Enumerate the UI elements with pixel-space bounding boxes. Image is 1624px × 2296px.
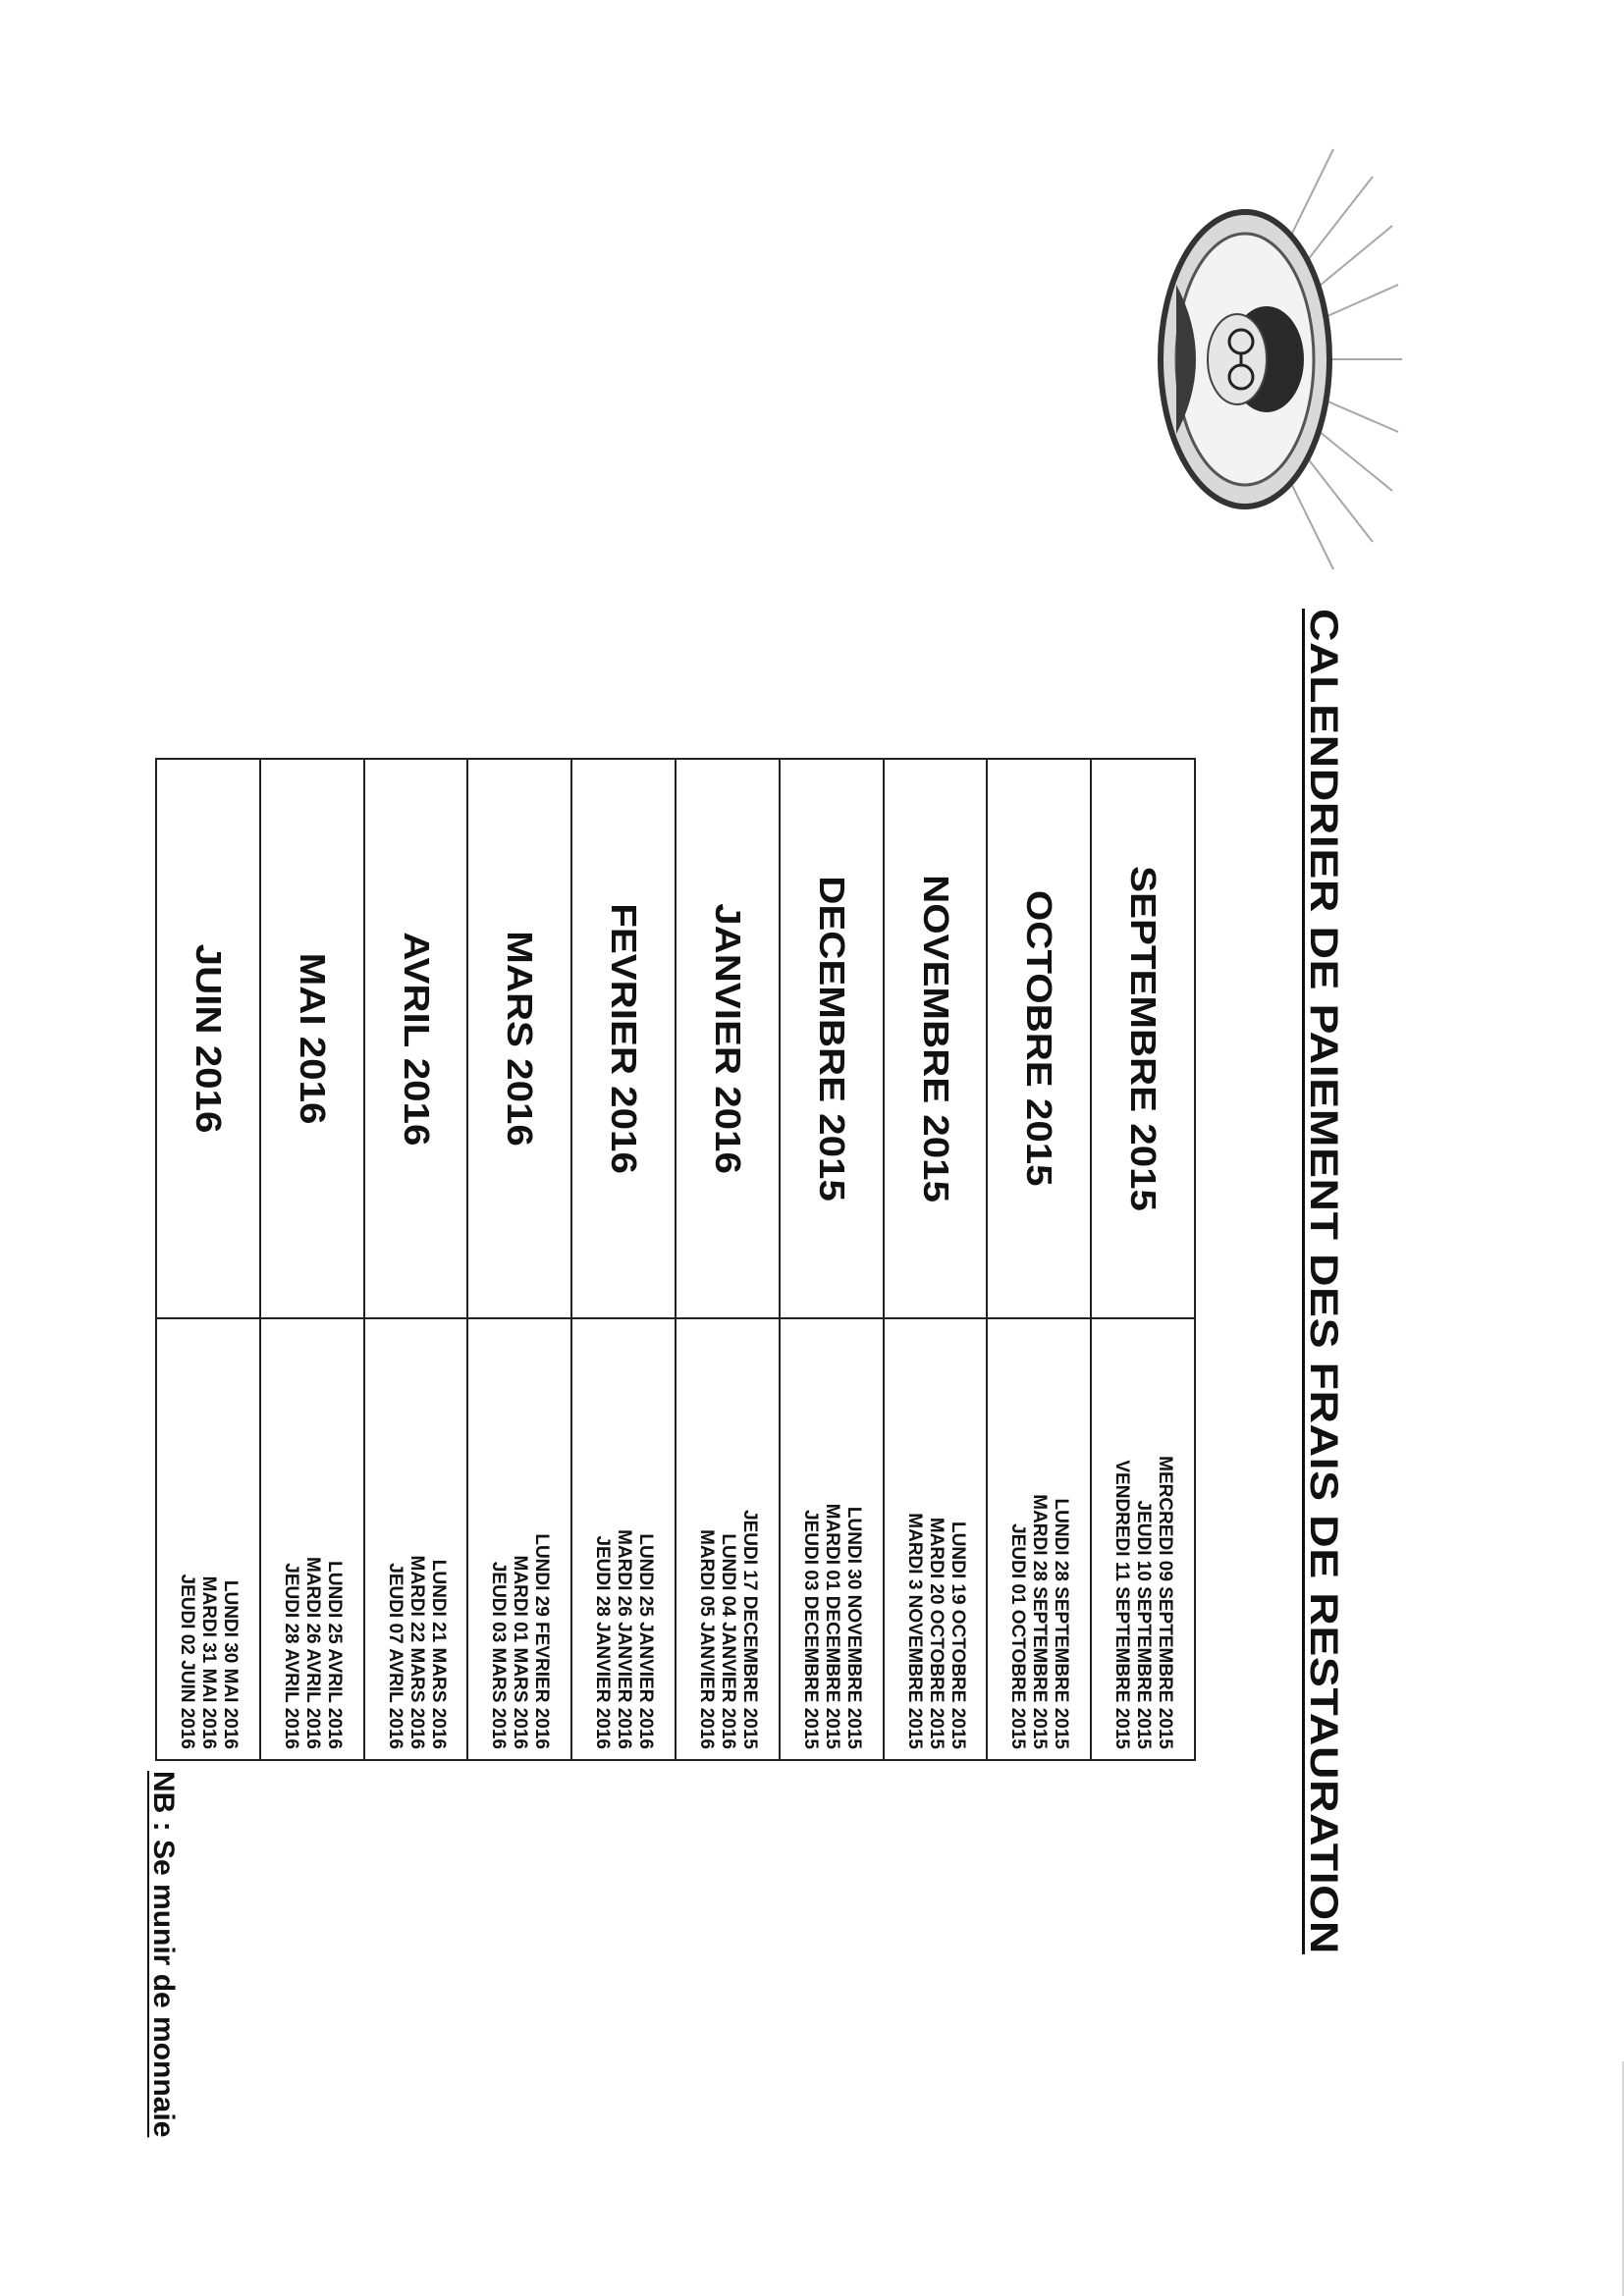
table-row [364, 759, 468, 1760]
seal-with-portrait-icon [1157, 137, 1402, 581]
payment-date: MERCREDI 09 SEPTEMBRE 2015 [1155, 1456, 1176, 1749]
document-title: CALENDRIER DE PAIEMENT DES FRAIS DE RESTAURATION [1302, 609, 1345, 1954]
month-label: SEPTEMBRE 2015 [1123, 866, 1164, 1211]
table-row [260, 759, 364, 1760]
month-label: AVRIL 2016 [396, 931, 437, 1147]
month-cell [1091, 759, 1195, 1318]
month-label: OCTOBRE 2015 [1019, 890, 1060, 1187]
month-label: JUIN 2016 [188, 943, 229, 1134]
table-row [987, 759, 1091, 1760]
payment-date: JEUDI 28 AVRIL 2016 [280, 1563, 301, 1749]
payment-date: JEUDI 01 OCTOBRE 2015 [1007, 1523, 1029, 1749]
month-cell [260, 759, 364, 1318]
payment-date: JEUDI 10 SEPTEMBRE 2015 [1133, 1500, 1155, 1749]
month-label: FEVRIER 2016 [604, 903, 645, 1174]
payment-date: LUNDI 30 NOVEMBRE 2015 [842, 1506, 864, 1749]
dates-cell [260, 1318, 364, 1760]
payment-date: MARDI 22 MARS 2016 [406, 1555, 427, 1749]
payment-date: MARDI 26 JANVIER 2016 [614, 1529, 635, 1749]
payment-date: JEUDI 28 JANVIER 2016 [592, 1535, 614, 1749]
dates-cell [1091, 1318, 1195, 1760]
payment-schedule-table [155, 758, 1196, 1761]
payment-date: JEUDI 07 AVRIL 2016 [384, 1563, 406, 1749]
payment-date: LUNDI 29 FEVRIER 2016 [531, 1533, 553, 1749]
dates-cell [156, 1318, 260, 1760]
month-cell [156, 759, 260, 1318]
dates-cell [467, 1318, 571, 1760]
month-cell [571, 759, 676, 1318]
nb-note: NB : Se munir de monnaie [147, 1771, 180, 2138]
table-row [884, 759, 988, 1760]
payment-date: MARDI 3 NOVEMBRE 2015 [903, 1513, 925, 1749]
month-cell [364, 759, 468, 1318]
dates-cell [364, 1318, 468, 1760]
month-cell [780, 759, 884, 1318]
month-label: DECEMBRE 2015 [811, 876, 852, 1201]
payment-date: MARDI 01 DECEMBRE 2015 [821, 1503, 842, 1749]
payment-date: MARDI 05 JANVIER 2016 [695, 1529, 717, 1749]
payment-date: MARDI 31 MAI 2016 [197, 1575, 219, 1749]
payment-date: LUNDI 25 JANVIER 2016 [635, 1533, 657, 1749]
payment-date: JEUDI 03 MARS 2016 [488, 1561, 510, 1749]
dates-cell [676, 1318, 780, 1760]
payment-date: VENDREDI 11 SEPTEMBRE 2015 [1111, 1460, 1133, 1749]
dates-cell [884, 1318, 988, 1760]
payment-date: LUNDI 04 JANVIER 2016 [717, 1533, 738, 1749]
month-cell [987, 759, 1091, 1318]
month-label: JANVIER 2016 [707, 903, 748, 1174]
payment-date: MARDI 26 AVRIL 2016 [301, 1556, 323, 1749]
payment-date: JEUDI 02 JUIN 2016 [176, 1574, 197, 1749]
month-label: NOVEMBRE 2015 [915, 875, 956, 1202]
dates-cell [987, 1318, 1091, 1760]
payment-date: MARDI 20 OCTOBRE 2015 [925, 1517, 947, 1749]
month-label: MAI 2016 [292, 952, 333, 1125]
dates-cell [780, 1318, 884, 1760]
month-label: MARS 2016 [500, 931, 541, 1147]
month-cell [467, 759, 571, 1318]
table-row [571, 759, 676, 1760]
payment-date: LUNDI 21 MARS 2016 [427, 1559, 449, 1749]
payment-date: JEUDI 03 DECEMBRE 2015 [799, 1510, 821, 1749]
payment-date: LUNDI 28 SEPTEMBRE 2015 [1051, 1498, 1072, 1749]
table-row [780, 759, 884, 1760]
payment-date: LUNDI 30 MAI 2016 [219, 1579, 241, 1749]
table-row [1091, 759, 1195, 1760]
payment-date: MARDI 01 MARS 2016 [510, 1555, 531, 1749]
table-row [676, 759, 780, 1760]
payment-date: JEUDI 17 DECEMBRE 2015 [738, 1510, 760, 1749]
payment-date: LUNDI 19 OCTOBRE 2015 [947, 1522, 968, 1749]
month-cell [884, 759, 988, 1318]
month-cell [676, 759, 780, 1318]
dates-cell [571, 1318, 676, 1760]
table-row [156, 759, 260, 1760]
payment-date: LUNDI 25 AVRIL 2016 [323, 1561, 345, 1749]
table-row [467, 759, 571, 1760]
seal-logo-graphic [1157, 137, 1402, 581]
payment-date: MARDI 28 SEPTEMBRE 2015 [1029, 1494, 1051, 1749]
